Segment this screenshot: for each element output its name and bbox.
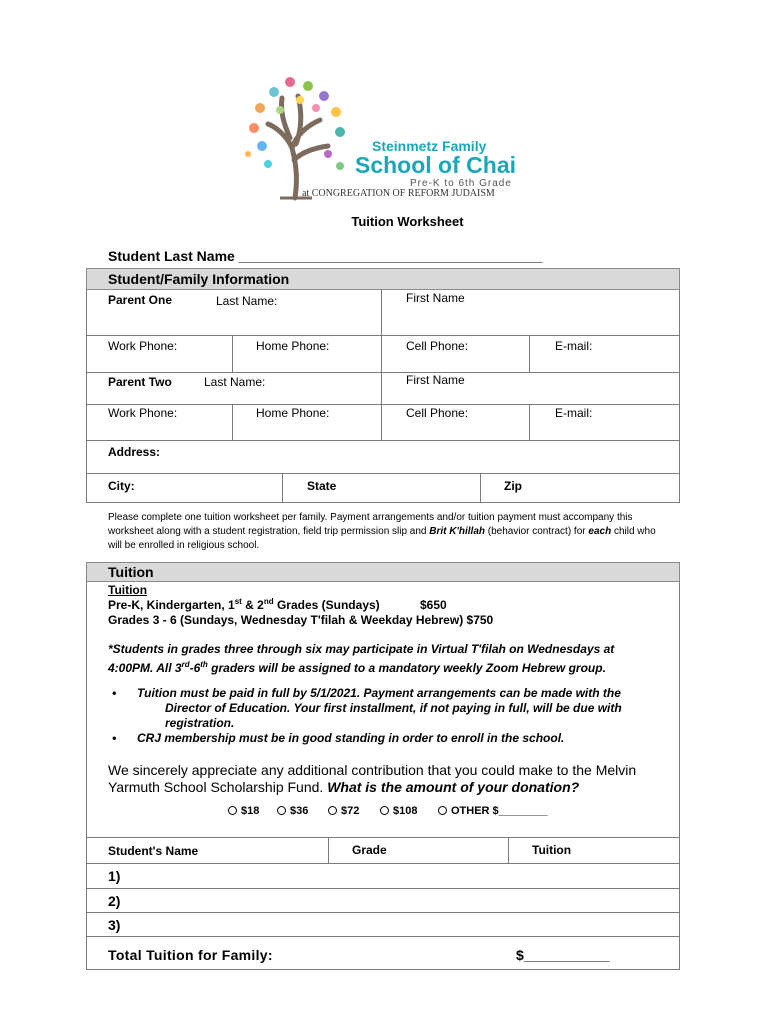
parent-one-last-name-field[interactable]: Last Name: — [216, 294, 278, 308]
student-row-1[interactable]: 1) — [108, 868, 121, 884]
column-header-tuition: Tuition — [532, 843, 572, 857]
student-row-2[interactable]: 2) — [108, 893, 121, 909]
tuition-price-prek-2: $650 — [420, 598, 447, 612]
parent-one-work-phone-field[interactable]: Work Phone: — [108, 339, 178, 353]
total-tuition-field[interactable]: $___________ — [516, 947, 610, 963]
bullet-payment-deadline: • Tuition must be paid in full by 5/1/2021. Payment arrangements can be made with the Director of Education. Your first installment, if not paying in full, will be due with registration. — [112, 686, 622, 730]
page-title: Tuition Worksheet — [351, 214, 464, 229]
parent-one-cell-phone-field[interactable]: Cell Phone: — [406, 339, 469, 353]
state-field[interactable]: State — [307, 479, 337, 493]
virtual-tfilah-note: *Students in grades three through six may participate in Virtual T'filah on Wednesdays at 4:00PM. All 3rd-6th graders will be assigned to a mandatory weekly Zoom Hebrew group. — [108, 642, 615, 675]
logo-line-school: School of Chai — [355, 152, 516, 178]
zip-field[interactable]: Zip — [504, 479, 522, 493]
tuition-rate-grades-3-6: Grades 3 - 6 (Sundays, Wednesday T'filah & Weekday Hebrew) $750 — [108, 613, 494, 627]
parent-one-home-phone-field[interactable]: Home Phone: — [256, 339, 330, 353]
donation-option-other[interactable]: OTHER $________ — [438, 805, 548, 817]
city-field[interactable]: City: — [108, 479, 135, 493]
logo-line-congregation: at CONGREGATION OF REFORM JUDAISM — [302, 188, 495, 199]
bullet-membership: • CRJ membership must be in good standing in order to enroll in the school. — [112, 731, 565, 745]
tuition-section-title: Tuition — [108, 564, 154, 580]
payment-bullets — [112, 686, 622, 746]
student-last-name-field[interactable]: Student Last Name _______________________________________ — [108, 248, 543, 264]
donation-option-18[interactable]: $18 — [228, 805, 259, 817]
tree-icon — [240, 68, 360, 202]
donation-option-108[interactable]: $108 — [380, 805, 417, 817]
parent-two-home-phone-field[interactable]: Home Phone: — [256, 406, 330, 420]
family-section-title: Student/Family Information — [108, 271, 290, 287]
school-logo — [240, 68, 530, 202]
parent-one-first-name-field[interactable]: First Name — [406, 291, 465, 305]
tuition-rate-prek-2: Pre-K, Kindergarten, 1st & 2nd Grades (Sundays) — [108, 597, 380, 612]
tuition-section-header — [86, 562, 680, 582]
parent-two-email-field[interactable]: E-mail: — [555, 406, 593, 420]
logo-line-family: Steinmetz Family — [372, 138, 487, 154]
parent-two-label: Parent Two — [108, 375, 172, 389]
parent-two-cell-phone-field[interactable]: Cell Phone: — [406, 406, 469, 420]
tuition-subheader: Tuition — [108, 583, 148, 597]
parent-two-last-name-field[interactable]: Last Name: — [204, 375, 266, 389]
parent-one-email-field[interactable]: E-mail: — [555, 339, 593, 353]
donation-option-72[interactable]: $72 — [328, 805, 359, 817]
parent-two-work-phone-field[interactable]: Work Phone: — [108, 406, 178, 420]
family-section-header — [86, 268, 680, 290]
donation-option-36[interactable]: $36 — [277, 805, 308, 817]
family-instructions: Please complete one tuition worksheet per family. Payment arrangements and/or tuition payment must accompany this worksheet along with a student registration, field trip permission slip and Brit K'hillah (behavior contract) for each child who will be enrolled in religious school. — [108, 512, 656, 551]
column-header-grade: Grade — [352, 843, 387, 857]
scholarship-appeal: We sincerely appreciate any additional contribution that you could make to the Melvin Yarmuth School Scholarship Fund. What is the amount of your donation? — [108, 762, 637, 795]
student-row-3[interactable]: 3) — [108, 917, 121, 933]
parent-two-first-name-field[interactable]: First Name — [406, 373, 465, 387]
logo-line-grades: Pre-K to 6th Grade — [410, 178, 512, 189]
total-tuition-label: Total Tuition for Family: — [108, 947, 273, 963]
column-header-student-name: Student's Name — [108, 844, 199, 858]
address-field[interactable]: Address: — [108, 445, 161, 459]
parent-one-label: Parent One — [108, 293, 173, 307]
